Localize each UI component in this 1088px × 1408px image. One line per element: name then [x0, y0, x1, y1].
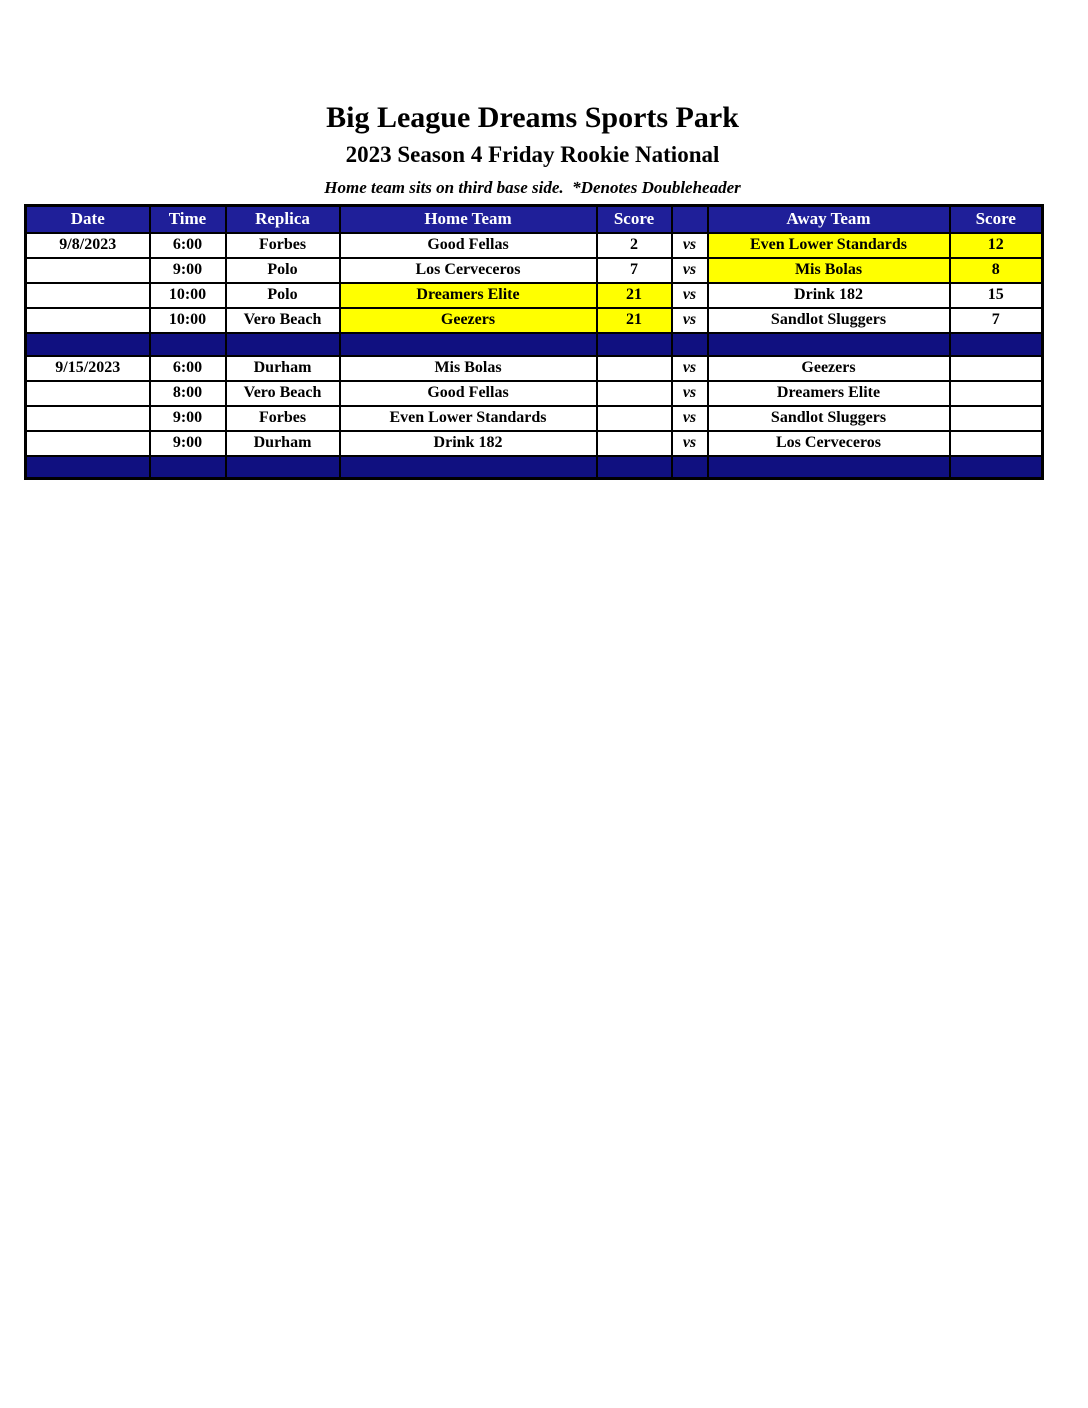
replica-cell: Polo: [226, 283, 340, 308]
vs-cell: vs: [672, 258, 708, 283]
separator-cell: [708, 333, 950, 356]
home-score-cell: 21: [597, 283, 672, 308]
home-team-cell: Good Fellas: [340, 381, 597, 406]
col-header-replica: Replica: [226, 206, 340, 233]
page-subtitle: 2023 Season 4 Friday Rookie National: [345, 142, 720, 167]
home-team-cell: Good Fellas: [340, 233, 597, 258]
away-score-cell: [950, 356, 1043, 381]
col-header-vs-spacer: [672, 206, 708, 233]
away-score-cell: 12: [950, 233, 1043, 258]
date-cell: [26, 308, 150, 333]
time-cell: 9:00: [150, 258, 226, 283]
home-score-cell: 2: [597, 233, 672, 258]
home-team-cell: Los Cerveceros: [340, 258, 597, 283]
away-team-cell: Sandlot Sluggers: [708, 406, 950, 431]
away-team-cell: Drink 182: [708, 283, 950, 308]
time-cell: 10:00: [150, 283, 226, 308]
col-header-time: Time: [150, 206, 226, 233]
vs-cell: vs: [672, 356, 708, 381]
separator-cell: [340, 333, 597, 356]
col-header-away-score: Score: [950, 206, 1043, 233]
separator-row: [26, 456, 1043, 479]
separator-cell: [708, 456, 950, 479]
date-cell: [26, 431, 150, 456]
home-team-cell: Dreamers Elite: [340, 283, 597, 308]
col-header-home-team: Home Team: [340, 206, 597, 233]
date-cell: [26, 406, 150, 431]
time-cell: 10:00: [150, 308, 226, 333]
vs-cell: vs: [672, 233, 708, 258]
away-team-cell: Sandlot Sluggers: [708, 308, 950, 333]
away-team-cell: Geezers: [708, 356, 950, 381]
separator-cell: [226, 456, 340, 479]
date-cell: [26, 258, 150, 283]
away-score-cell: [950, 381, 1043, 406]
away-team-cell: Los Cerveceros: [708, 431, 950, 456]
vs-cell: vs: [672, 406, 708, 431]
replica-cell: Vero Beach: [226, 308, 340, 333]
away-team-cell: Even Lower Standards: [708, 233, 950, 258]
away-team-cell: Mis Bolas: [708, 258, 950, 283]
separator-cell: [150, 456, 226, 479]
home-team-cell: Geezers: [340, 308, 597, 333]
home-team-note: Home team sits on third base side. *Denotes Doubleheader: [324, 178, 741, 197]
time-cell: 8:00: [150, 381, 226, 406]
replica-cell: Forbes: [226, 233, 340, 258]
replica-cell: Durham: [226, 431, 340, 456]
home-score-cell: [597, 431, 672, 456]
separator-cell: [150, 333, 226, 356]
vs-cell: vs: [672, 381, 708, 406]
game-row: [26, 431, 1043, 456]
home-score-cell: [597, 356, 672, 381]
vs-cell: vs: [672, 308, 708, 333]
replica-cell: Vero Beach: [226, 381, 340, 406]
game-row: [26, 283, 1043, 308]
separator-cell: [672, 456, 708, 479]
away-score-cell: [950, 406, 1043, 431]
game-row: [26, 406, 1043, 431]
replica-cell: Durham: [226, 356, 340, 381]
home-score-cell: [597, 406, 672, 431]
away-score-cell: [950, 431, 1043, 456]
time-cell: 9:00: [150, 431, 226, 456]
away-score-cell: 15: [950, 283, 1043, 308]
vs-cell: vs: [672, 283, 708, 308]
schedule-table: [24, 204, 1044, 480]
home-team-cell: Mis Bolas: [340, 356, 597, 381]
game-row: [26, 258, 1043, 283]
game-row: [26, 356, 1043, 381]
date-cell: 9/8/2023: [26, 233, 150, 258]
game-row: [26, 233, 1043, 258]
separator-cell: [950, 456, 1043, 479]
page-header: [24, 100, 1041, 199]
separator-cell: [226, 333, 340, 356]
separator-cell: [672, 333, 708, 356]
replica-cell: Forbes: [226, 406, 340, 431]
home-score-cell: [597, 381, 672, 406]
date-cell: [26, 283, 150, 308]
separator-cell: [597, 333, 672, 356]
home-team-cell: Drink 182: [340, 431, 597, 456]
separator-row: [26, 333, 1043, 356]
separator-cell: [597, 456, 672, 479]
col-header-home-score: Score: [597, 206, 672, 233]
table-header-row: [26, 206, 1043, 233]
vs-cell: vs: [672, 431, 708, 456]
separator-cell: [26, 456, 150, 479]
separator-cell: [950, 333, 1043, 356]
separator-cell: [340, 456, 597, 479]
away-team-cell: Dreamers Elite: [708, 381, 950, 406]
col-header-away-team: Away Team: [708, 206, 950, 233]
home-team-cell: Even Lower Standards: [340, 406, 597, 431]
time-cell: 6:00: [150, 233, 226, 258]
game-row: [26, 381, 1043, 406]
game-row: [26, 308, 1043, 333]
away-score-cell: 8: [950, 258, 1043, 283]
replica-cell: Polo: [226, 258, 340, 283]
time-cell: 6:00: [150, 356, 226, 381]
col-header-date: Date: [26, 206, 150, 233]
time-cell: 9:00: [150, 406, 226, 431]
page-title: Big League Dreams Sports Park: [326, 101, 739, 134]
separator-cell: [26, 333, 150, 356]
date-cell: [26, 381, 150, 406]
home-score-cell: 21: [597, 308, 672, 333]
away-score-cell: 7: [950, 308, 1043, 333]
home-score-cell: 7: [597, 258, 672, 283]
date-cell: 9/15/2023: [26, 356, 150, 381]
